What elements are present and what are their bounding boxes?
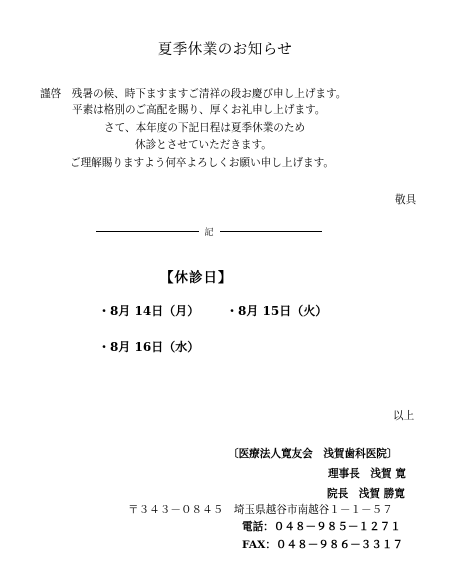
holiday-date-2: ・8月 15日（火） — [226, 304, 328, 318]
clinic-fax: FAX：０４８－９８６－３３１７ — [242, 539, 404, 551]
clinic-address: 〒３４３－０８４５ 埼玉県越谷市南越谷１－１－５７ — [128, 504, 393, 516]
greeting-line-4: 休診とさせていただきます。 — [135, 139, 272, 151]
greeting-line-2: 平素は格別のご高配を賜り、厚くお礼申し上げます。 — [72, 104, 326, 116]
clinic-phone: 電話：０４８－９８５－１２７１ — [242, 521, 401, 533]
holiday-heading: 【休診日】 — [160, 270, 233, 286]
clinic-name: 〔医療法人寛友会 浅賀歯科医院〕 — [228, 448, 398, 460]
closing-ijou: 以上 — [393, 410, 415, 422]
greeting-line-3: さて、本年度の下記日程は夏季休業のため — [104, 122, 306, 134]
ki-right-rule — [220, 231, 323, 232]
greeting-line-1: 謹啓 残暑の候、時下ますますご清祥の段お慶び申し上げます。 — [40, 88, 347, 100]
director-name: 院長 浅賀 勝寛 — [327, 488, 405, 500]
ki-label: 記 — [204, 227, 214, 238]
ki-separator — [96, 224, 322, 238]
closing-keigu: 敬具 — [395, 194, 417, 206]
notice-title: 夏季休業のお知らせ — [157, 42, 293, 58]
greeting-line-5: ご理解賜りますよう何卒よろしくお願い申し上げます。 — [70, 157, 334, 169]
holiday-date-3: ・8月 16日（水） — [98, 340, 200, 354]
holiday-date-1: ・8月 14日（月） — [98, 304, 200, 318]
chairman-name: 理事長 浅賀 寛 — [328, 468, 406, 480]
ki-left-rule — [96, 231, 199, 232]
